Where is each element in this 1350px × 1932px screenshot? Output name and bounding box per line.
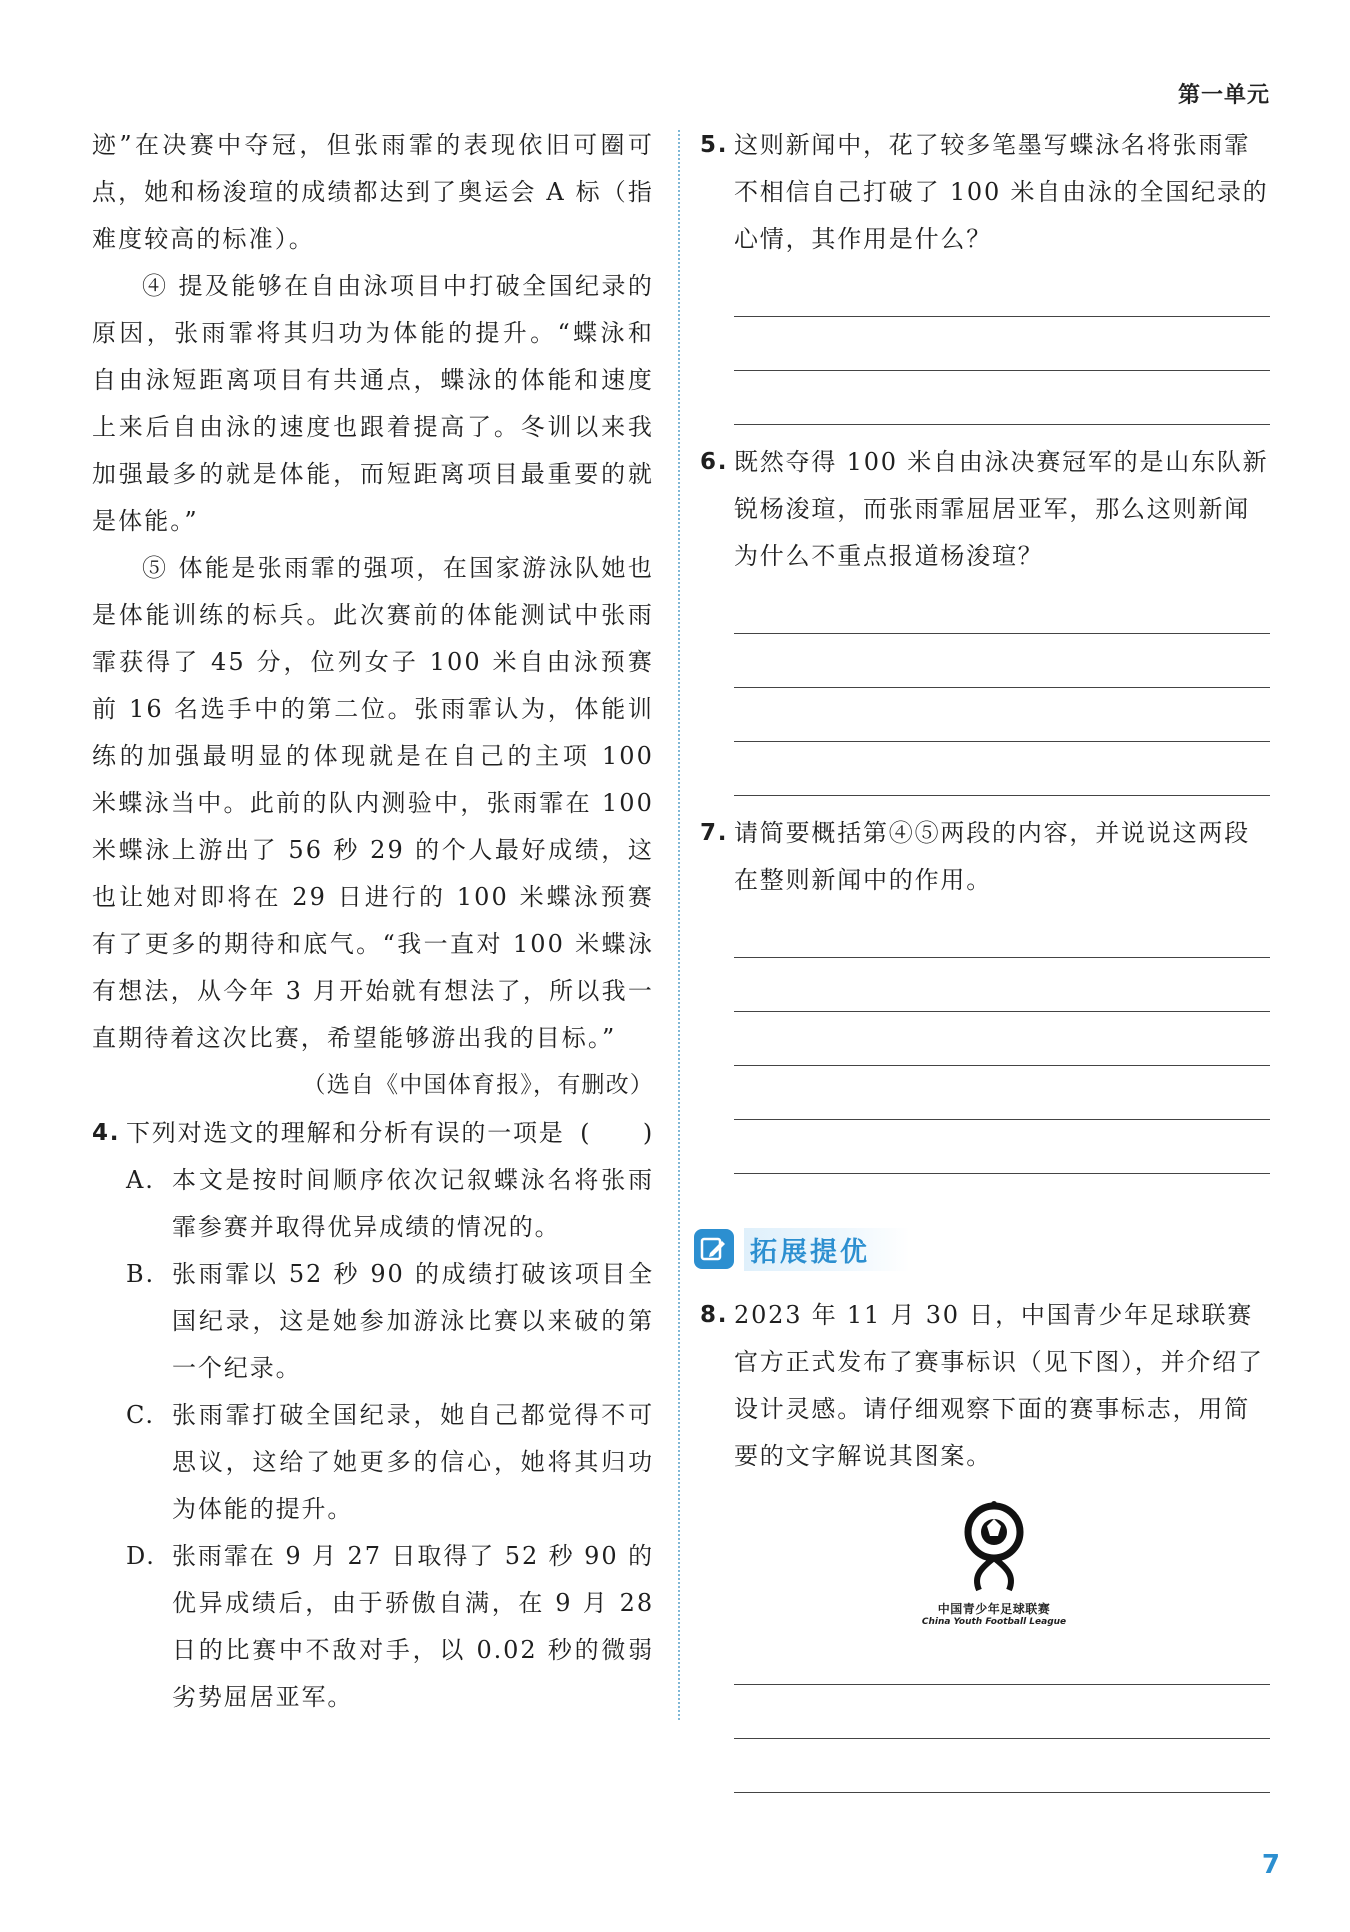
logo-english-text: China Youth Football League xyxy=(921,1617,1067,1627)
option-text: 本文是按时间顺序依次记叙蝶泳名将张雨霏参赛并取得优异成绩的情况的。 xyxy=(172,1166,654,1241)
question-number: 4. xyxy=(92,1120,121,1146)
question-text: 既然夺得 100 米自由泳决赛冠军的是山东队新锐杨浚瑄，而张雨霏屈居亚军，那么这则新闻为什么不重点报道杨浚瑄？ xyxy=(734,448,1269,570)
option-text: 张雨霏在 9 月 27 日取得了 52 秒 90 的优异成绩后，由于骄傲自满，在 9 月 28 日的比赛中不敌对手，以 0.02 秒的微弱劣势屈居亚军。 xyxy=(172,1542,654,1711)
question-number: 6. xyxy=(700,449,729,475)
answer-line[interactable] xyxy=(734,742,1270,796)
column-divider xyxy=(678,130,680,1720)
question-text: 这则新闻中，花了较多笔墨写蝶泳名将张雨霏不相信自己打破了 100 米自由泳的全国纪录的心情，其作用是什么？ xyxy=(734,131,1269,253)
answer-line[interactable] xyxy=(734,371,1270,425)
option-letter: A. xyxy=(126,1166,155,1194)
question-8 xyxy=(700,1292,1270,1480)
answer-line[interactable] xyxy=(734,1685,1270,1739)
unit-header: 第一单元 xyxy=(1177,83,1270,108)
question-7 xyxy=(700,810,1270,904)
section-label: 拓展提优 xyxy=(744,1228,910,1271)
right-column xyxy=(700,122,1270,1793)
option-a[interactable] xyxy=(92,1157,654,1251)
answer-area-6[interactable] xyxy=(700,580,1270,796)
answer-line[interactable] xyxy=(734,317,1270,371)
page-number: 7 xyxy=(1261,1850,1280,1880)
question-4 xyxy=(92,1110,654,1157)
passage-paragraph-5: ⑤ 体能是张雨霏的强项，在国家游泳队她也是体能训练的标兵。此次赛前的体能测试中张雨霏获得了 45 分，位列女子 100 米自由泳预赛前 16 名选手中的第二位。张雨霏认为，体能训练的加强最明显的体现就是在自己的主项 100 米蝶泳当中。此前的队内测验中，张雨霏在 100 米蝶泳上游出了 56 秒 29 的个人最好成绩，这也让她对即将在 29 日进行的 100 米蝶泳预赛有了更多的期待和底气。“我一直对 100 米蝶泳有想法，从今年 3 月开始就有想法了，所以我一直期待着这次比赛，希望能够游出我的目标。” xyxy=(92,554,654,1052)
answer-line[interactable] xyxy=(734,688,1270,742)
question-number: 5. xyxy=(700,132,729,158)
passage-paragraph-4: ④ 提及能够在自由泳项目中打破全国纪录的原因，张雨霏将其归功为体能的提升。“蝶泳和自由泳短距离项目有共通点，蝶泳的体能和速度上来后自由泳的速度也跟着提高了。冬训以来我加强最多的就是体能，而短距离项目最重要的就是体能。” xyxy=(92,272,654,535)
section-title xyxy=(694,1226,1270,1272)
question-6 xyxy=(700,439,1270,580)
answer-area-7[interactable] xyxy=(700,904,1270,1174)
pencil-note-icon xyxy=(694,1229,734,1269)
answer-line[interactable] xyxy=(734,634,1270,688)
option-letter: C. xyxy=(126,1401,155,1429)
answer-line[interactable] xyxy=(734,1739,1270,1793)
option-text: 张雨霏打破全国纪录，她自己都觉得不可思议，这给了她更多的信心，她将其归功为体能的提升。 xyxy=(172,1401,654,1523)
answer-area-8[interactable] xyxy=(700,1631,1270,1793)
option-letter: D. xyxy=(126,1542,156,1570)
question-number: 7. xyxy=(700,820,729,846)
answer-line[interactable] xyxy=(734,1631,1270,1685)
passage-source: （选自《中国体育报》，有删改） xyxy=(302,1072,654,1098)
answer-area-5[interactable] xyxy=(700,263,1270,425)
answer-line[interactable] xyxy=(734,1012,1270,1066)
option-c[interactable] xyxy=(92,1392,654,1533)
option-b[interactable] xyxy=(92,1251,654,1392)
question-stem: 下列对选文的理解和分析有误的一项是 xyxy=(126,1119,565,1147)
answer-line[interactable] xyxy=(734,1066,1270,1120)
question-5 xyxy=(700,122,1270,263)
football-trophy-icon xyxy=(959,1498,1029,1594)
answer-bracket[interactable]: ( ) xyxy=(580,1119,654,1147)
question-text: 2023 年 11 月 30 日，中国青少年足球联赛官方正式发布了赛事标识（见下图），并介绍了设计灵感。请仔细观察下面的赛事标志，用简要的文字解说其图案。 xyxy=(734,1301,1264,1470)
answer-line[interactable] xyxy=(734,958,1270,1012)
league-logo xyxy=(734,1498,1254,1627)
left-column xyxy=(92,122,654,1721)
option-letter: B. xyxy=(126,1260,156,1288)
option-d[interactable] xyxy=(92,1533,654,1721)
passage-paragraph-continued: 迹”在决赛中夺冠，但张雨霏的表现依旧可圈可点，她和杨浚瑄的成绩都达到了奥运会 A 标（指难度较高的标准）。 xyxy=(92,131,654,253)
logo-chinese-text: 中国青少年足球联赛 xyxy=(937,1602,1051,1616)
option-text: 张雨霏以 52 秒 90 的成绩打破该项目全国纪录，这是她参加游泳比赛以来破的第一个纪录。 xyxy=(172,1260,654,1382)
answer-line[interactable] xyxy=(734,904,1270,958)
question-number: 8. xyxy=(700,1302,729,1328)
answer-line[interactable] xyxy=(734,580,1270,634)
answer-line[interactable] xyxy=(734,263,1270,317)
question-text: 请简要概括第④⑤两段的内容，并说说这两段在整则新闻中的作用。 xyxy=(734,819,1250,894)
answer-line[interactable] xyxy=(734,1120,1270,1174)
